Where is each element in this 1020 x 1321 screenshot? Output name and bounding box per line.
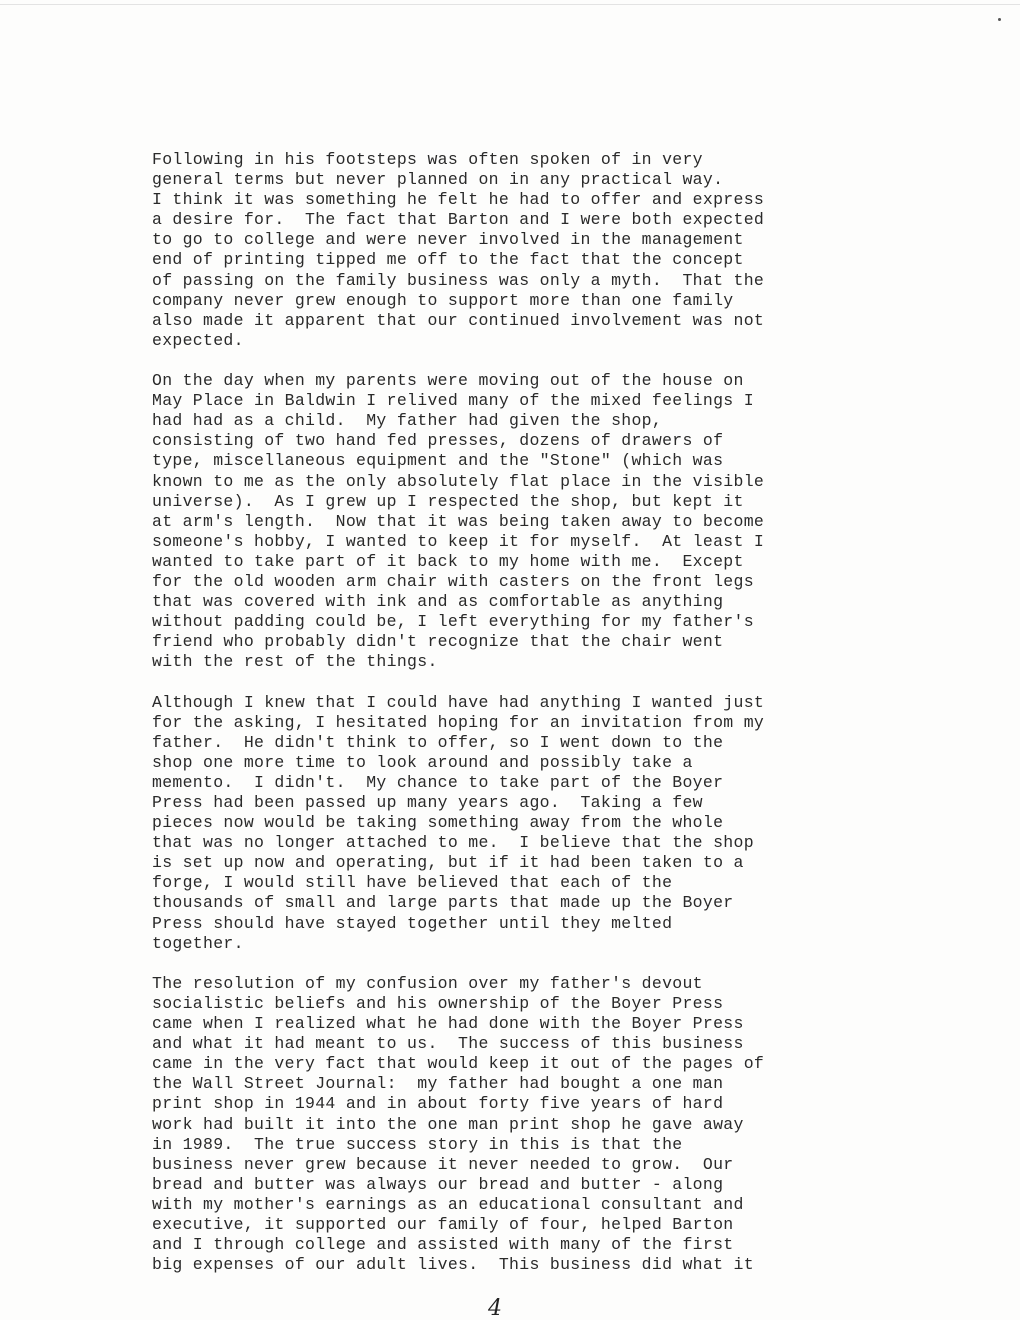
paragraph — [152, 371, 892, 672]
text-line: socialistic beliefs and his ownership of the Boyer Press — [152, 993, 724, 1013]
text-line: at arm's length. Now that it was being taken away to become — [152, 511, 765, 531]
text-line: known to me as the only absolutely flat place in the visible — [152, 471, 765, 491]
text-line: to go to college and were never involved in the management — [152, 230, 744, 250]
text-line: On the day when my parents were moving out of the house on — [152, 371, 744, 391]
text-line: father. He didn't think to offer, so I went down to the — [152, 732, 724, 752]
paragraph — [152, 693, 892, 954]
text-line: and I through college and assisted with many of the first — [152, 1235, 734, 1255]
text-line: also made it apparent that our continued involvement was not — [152, 310, 765, 330]
text-line: bread and butter was always our bread and butter - along — [152, 1174, 724, 1194]
text-line: is set up now and operating, but if it had been taken to a — [152, 853, 744, 873]
text-line: that was no longer attached to me. I believe that the shop — [152, 833, 754, 853]
text-line: came when I realized what he had done with the Boyer Press — [152, 1014, 744, 1034]
text-line: Although I knew that I could have had anything I wanted just — [152, 692, 765, 712]
text-line: executive, it supported our family of four, helped Barton — [152, 1214, 734, 1234]
text-line: print shop in 1944 and in about forty five years of hard — [152, 1094, 724, 1114]
text-line: general terms but never planned on in any practical way. — [152, 170, 724, 190]
text-line: in 1989. The true success story in this is that the — [152, 1134, 683, 1154]
text-line: came in the very fact that would keep it out of the pages of — [152, 1054, 765, 1074]
text-line: expected. — [152, 330, 244, 350]
text-line: universe). As I grew up I respected the shop, but kept it — [152, 491, 744, 511]
text-line: Press should have stayed together until they melted — [152, 913, 673, 933]
text-line: Press had been passed up many years ago. Taking a few — [152, 793, 703, 812]
paragraph — [152, 974, 892, 1275]
text-line: the Wall Street Journal: my father had bought a one man — [152, 1074, 724, 1094]
text-line: had had as a child. My father had given the shop, — [152, 411, 663, 431]
text-line: May Place in Baldwin I relived many of the mixed feelings I — [152, 391, 754, 411]
text-line: end of printing tipped me off to the fact that the concept — [152, 250, 744, 270]
text-line: for the old wooden arm chair with casters on the front legs — [152, 571, 754, 591]
text-line: of passing on the family business was only a myth. That the — [152, 270, 765, 290]
text-line: for the asking, I hesitated hoping for an invitation from my — [152, 712, 765, 732]
text-line: and what it had meant to us. The success of this business — [152, 1034, 744, 1054]
scan-speck — [998, 18, 1001, 21]
text-line: that was covered with ink and as comfortable as anything — [152, 592, 724, 612]
paragraph — [152, 150, 892, 351]
text-line: friend who probably didn't recognize that the chair went — [152, 632, 724, 652]
text-line: together. — [152, 933, 244, 953]
text-line: type, miscellaneous equipment and the "Stone" (which was — [152, 451, 724, 471]
text-line: work had built it into the one man print shop he gave away — [152, 1114, 744, 1134]
text-line: pieces now would be taking something away from the whole — [152, 813, 724, 833]
text-line: forge, I would still have believed that each of the — [152, 873, 673, 893]
text-line: Following in his footsteps was often spoken of in very — [152, 150, 703, 169]
text-line: company never grew enough to support more than one family — [152, 290, 734, 310]
text-line: shop one more time to look around and possibly take a — [152, 752, 693, 772]
text-line: business never grew because it never needed to grow. Our — [152, 1154, 734, 1174]
text-line: I think it was something he felt he had to offer and express — [152, 190, 765, 210]
text-line: The resolution of my confusion over my father's devout — [152, 973, 703, 993]
text-line: with the rest of the things. — [152, 652, 438, 672]
text-line: thousands of small and large parts that made up the Boyer — [152, 893, 734, 913]
text-line: a desire for. The fact that Barton and I were both expected — [152, 210, 765, 230]
text-line: memento. I didn't. My chance to take part of the Boyer — [152, 772, 724, 792]
text-line: big expenses of our adult lives. This business did what it — [152, 1255, 754, 1275]
text-line: wanted to take part of it back to my home with me. Except — [152, 551, 744, 571]
body-text — [152, 150, 892, 1295]
text-line: without padding could be, I left everything for my father's — [152, 612, 754, 632]
page-number: 4 — [488, 1296, 502, 1321]
text-line: someone's hobby, I wanted to keep it for myself. At least I — [152, 531, 765, 551]
page-top-edge — [0, 4, 1020, 5]
text-line: with my mother's earnings as an educational consultant and — [152, 1194, 744, 1214]
text-line: consisting of two hand fed presses, dozens of drawers of — [152, 431, 724, 451]
